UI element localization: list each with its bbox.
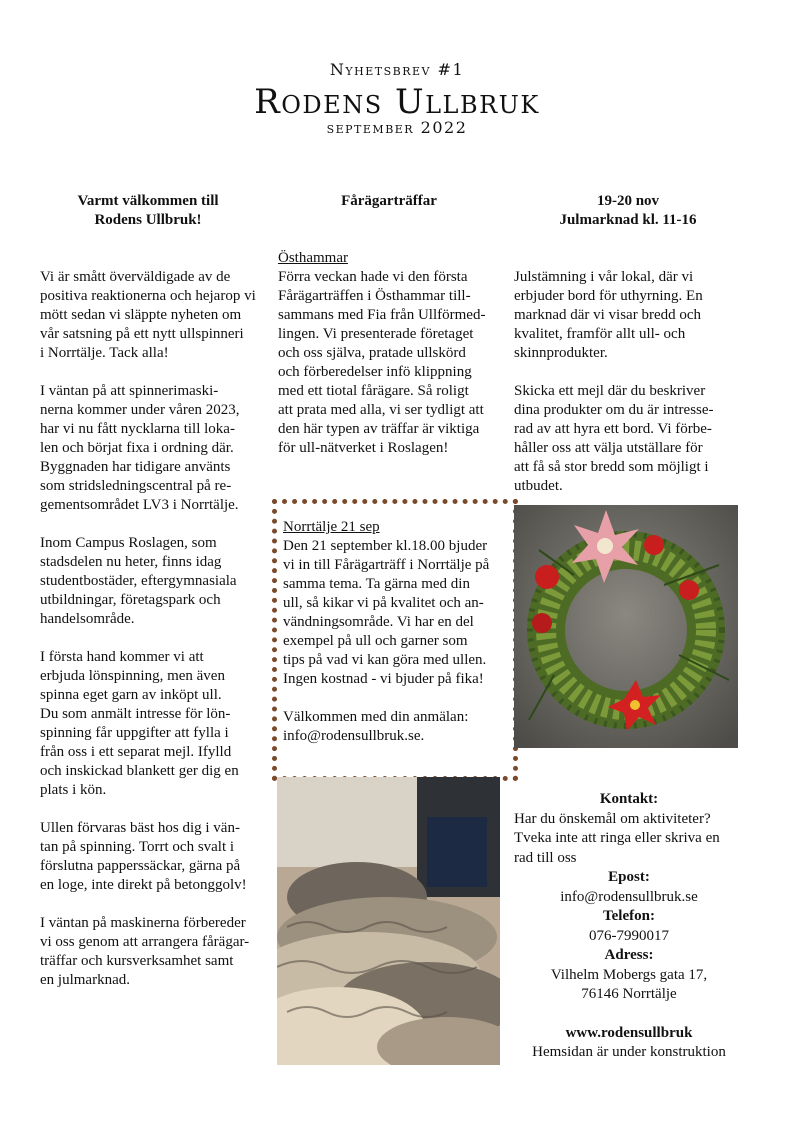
market-heading: 19-20 nov Julmarknad kl. 11-16 [559, 193, 697, 228]
newsletter-number: Nyhetsbrev #1 [329, 60, 465, 79]
contact-section [514, 790, 744, 1063]
website-note: Hemsidan är under konstruktion [532, 1044, 726, 1060]
newsletter-date: september 2022 [326, 118, 468, 137]
norrtalje-meeting-box [272, 499, 518, 781]
contact-heading: Kontakt: [599, 791, 659, 807]
market-paragraph: Skicka ett mejl där du beskriver dina produkter om du är intresse- rad av att hyra ett bord. Vi förbe- håller oss att välja utställare för att få så stor bredd som möjligt i utbudet. [514, 383, 714, 494]
wreath-illustration [514, 505, 738, 748]
christmas-market-column [514, 192, 742, 515]
newsletter-title: Rodens Ullbruk [254, 82, 540, 122]
phone-number[interactable]: 076-7990017 [589, 927, 669, 944]
welcome-column [40, 192, 256, 1009]
sheep-owner-meetings-column [278, 192, 500, 477]
website-link[interactable]: www.rodensullbruk [565, 1024, 693, 1041]
meetings-heading: Fårägarträffar [341, 193, 437, 209]
osthammar-subheading: Östhammar [278, 250, 348, 266]
welcome-paragraph: I första hand kommer vi att erbjuda lönspinning, men även spinna eget garn av inköpt ull. Du som anmält intresse för lön- spinning får uppgifter att fylla i från oss i ett separat mejl. Ifylld och inskickad blankett ger dig en plats i kön. [40, 649, 239, 798]
norrtalje-text: Den 21 september kl.18.00 bjuder vi in till Fårägarträff i Norrtälje på samma tema. Ta gärna med din ull, så kikar vi på kvalitet och an- vändningsområde. Vi har en del exempel på ull och garner som tips på vad vi kan göra med ullen. Ingen kostnad - vi bjuder på fika! [283, 538, 490, 687]
phone-label: Telefon: [603, 908, 655, 924]
wool-illustration [277, 777, 500, 1065]
osthammar-text: Förra veckan hade vi den första Fårägarträffen i Östhammar till- sammans med Fia från Ullförmed- lingen. Vi presenterade företaget och oss själva, pratade ullskörd och förberedelser infö klippning med ett tiotal fårägare. Så roligt att prata med alla, vi ser tydligt att den här typen av träffar är viktiga för ull-nätverket i Roslagen! [278, 269, 486, 456]
welcome-paragraph: I väntan på maskinerna förbereder vi oss genom att arrangera fårägar- träffar och kursverksamhet samt en julmarknad. [40, 915, 250, 988]
welcome-paragraph: Vi är smått överväldigade av de positiva reaktionerna och hejarop vi mött sedan vi släppte nyheten om vår satsning på ett nytt ullspinneri i Norrtälje. Tack alla! [40, 269, 256, 361]
address-line: 76146 Norrtälje [581, 986, 677, 1002]
wreath-photo [514, 505, 738, 748]
welcome-paragraph: I väntan på att spinnerimaski- nerna kommer under våren 2023, har vi nu fått nycklarna till loka- len och börjat fixa i ordning där. Byggnaden har tidigare använts som stridsledningscentral på re- gementsområdet LV3 i Norrtälje. [40, 383, 240, 513]
signup-text: Välkommen med din anmälan: info@rodensullbruk.se. [283, 709, 469, 744]
address-label: Adress: [604, 947, 654, 963]
welcome-paragraph: Inom Campus Roslagen, som stadsdelen nu heter, finns idag studentbostäder, eftergymnasiala utbildningar, företagspark och handelsområde. [40, 535, 237, 627]
wool-photo [277, 777, 500, 1065]
address-line: Vilhelm Mobergs gata 17, [550, 966, 708, 983]
contact-intro: Har du önskemål om aktiviteter? Tveka inte att ringa eller skriva en rad till oss [514, 810, 720, 866]
email-link[interactable]: info@rodensullbruk.se [560, 888, 698, 905]
welcome-paragraph: Ullen förvaras bäst hos dig i vän- tan på spinning. Torrt och svalt i förslutna papperssäckar, gärna på en loge, inte direkt på betonggolv! [40, 820, 247, 893]
market-paragraph: Julstämning i vår lokal, där vi erbjuder bord för uthyrning. En marknad där vi visar bredd och kvalitet, framför allt ull- och skinnprodukter. [514, 269, 703, 361]
norrtalje-subheading: Norrtälje 21 sep [283, 519, 380, 535]
welcome-heading: Varmt välkommen till Rodens Ullbruk! [77, 193, 219, 228]
email-label: Epost: [608, 869, 650, 885]
